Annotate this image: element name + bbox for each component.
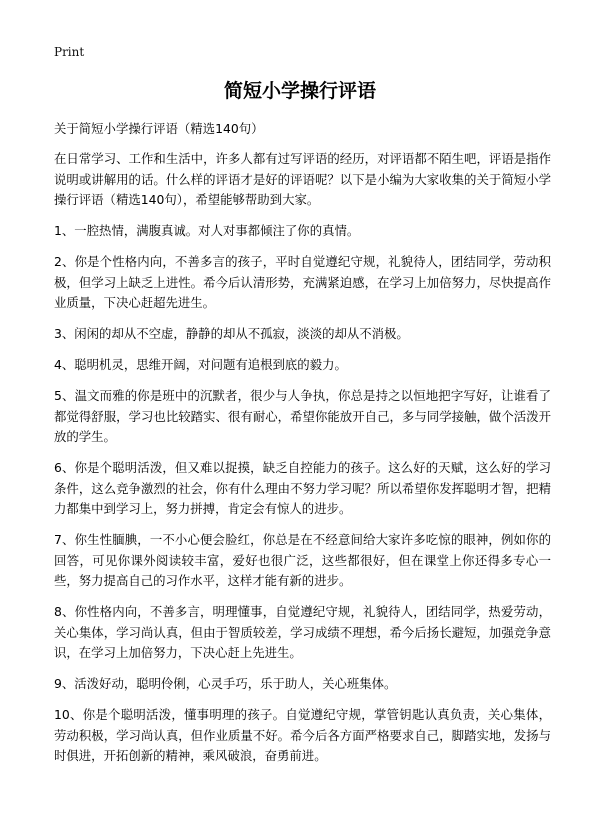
comment-item-8: 8、你性格内向，不善多言，明理懂事，自觉遵纪守规，礼貌待人，团结同学，热爱劳动，关心集体，学习尚认真，但由于智质较差，学习成绩不理想，希今后扬长避短，加强竞争意识，在学习上加倍努力，下决心赶上先进生。 (54, 604, 551, 660)
comment-item-3: 3、闲闲的却从不空虚，静静的却从不孤寂，淡淡的却从不消极。 (54, 326, 409, 341)
comment-item-4: 4、聪明机灵，思维开阔，对问题有追根到底的毅力。 (54, 357, 347, 372)
comment-item-6: 6、你是个聪明活泼，但又难以捉摸，缺乏自控能力的孩子。这么好的天赋，这么好的学习条件，这么竞争激烈的社会，你有什么理由不努力学习呢？所以希望你发挥聪明才智，把精力都集中到学习上，努力拼搏，肯定会有惊人的进步。 (54, 460, 551, 516)
document-subtitle: 关于简短小学操行评语（精选140句） (54, 121, 264, 136)
document-body (54, 149, 551, 777)
document-title: 简短小学操行评语 (223, 80, 376, 102)
comment-item-1: 1、一腔热情，满腹真诚。对人对事都倾注了你的真情。 (54, 223, 360, 238)
comment-item-10: 10、你是个聪明活泼，懂事明理的孩子。自觉遵纪守规，掌管钥匙认真负责，关心集体，劳动积极，学习尚认真，但作业质量不好。希今后各方面严格要求自己，脚踏实地，发扬与时俱进，开拓创新的精神，乘风破浪，奋勇前进。 (54, 707, 551, 763)
comment-item-2: 2、你是个性格内向，不善多言的孩子，平时自觉遵纪守规，礼貌待人，团结同学，劳动积极，但学习上缺乏上进性。希今后认清形势，充满紧迫感，在学习上加倍努力，尽快提高作业质量，下决心赶超先进生。 (54, 254, 551, 310)
comment-item-7: 7、你生性腼腆，一不小心便会脸红，你总是在不经意间给大家许多吃惊的眼神，例如你的回答，可见你课外阅读较丰富，爱好也很广泛，这些都很好，但在课堂上你还得多专心一些，努力提高自己的习作水平，这样才能有新的进步。 (54, 532, 551, 588)
print-link[interactable]: Print (54, 45, 85, 59)
intro-paragraph: 在日常学习、工作和生活中，许多人都有过写评语的经历，对评语都不陌生吧，评语是指作说明或讲解用的话。什么样的评语才是好的评语呢？以下是小编为大家收集的关于简短小学操行评语（精选140句），希望能够帮助到大家。 (54, 151, 551, 207)
comment-item-5: 5、温文而雅的你是班中的沉默者，很少与人争执，你总是持之以恒地把字写好，让谁看了都觉得舒服，学习也比较踏实、很有耐心，希望你能放开自己，多与同学接触，做个活泼开放的学生。 (54, 388, 551, 444)
comment-item-9: 9、活泼好动，聪明伶俐，心灵手巧，乐于助人，关心班集体。 (54, 676, 397, 691)
